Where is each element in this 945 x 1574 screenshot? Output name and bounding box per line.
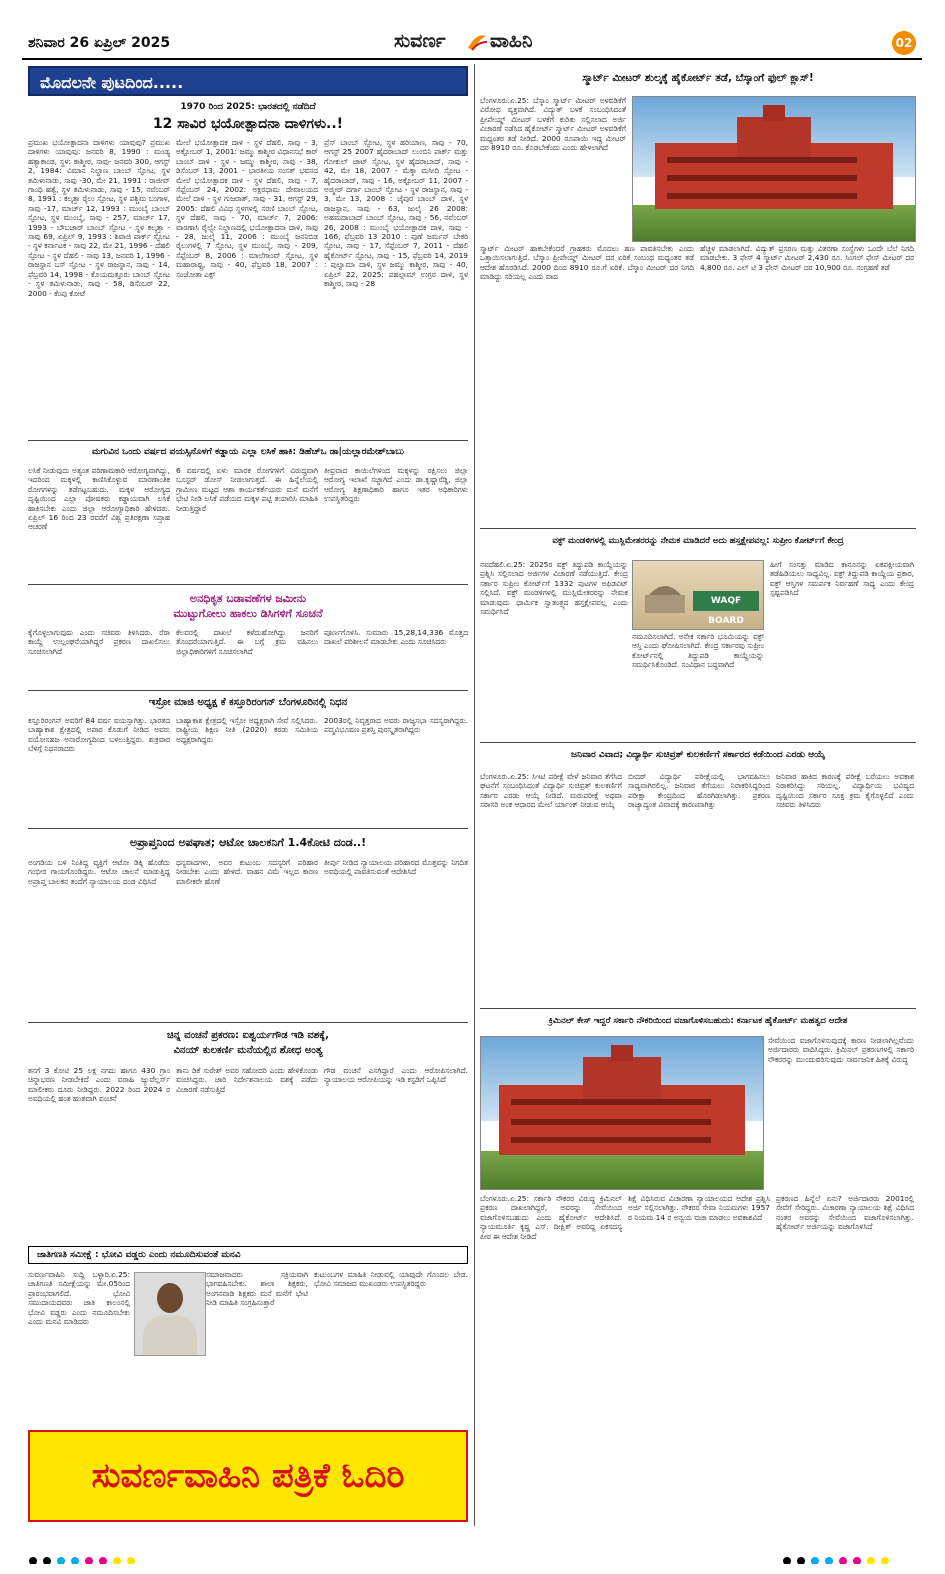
s1-col1: ಪ್ರಮುಖ ಭಯೋತ್ಪಾದನಾ ದಾಳಿಗಳು ಯಾವುವು? ಪ್ರಮುಖ ದಾಳಿಗಳು ಯಾವುವು: ಜನವರಿ 8, 1990 : ಮಂಡ್ಯ ಹತ್ಯಾಕಾಂಡ, ಸ್ಥಳ: ಕಾಶ್ಮೀರ, ಸಾವು- ಜನವರಿ 300, ಆಗಸ್ಟ್ 2, 1984: ವಿಮಾನ ನಿಲ್ದಾಣ ಬಾಂಬ್ ಸ್ಫೋಟ, ಸ್ಥಳ ತಮಿಳುನಾಡು, ಸಾವು -30, ಮೇ 21, 1991 : ರಾಜೀವ್ ಗಾಂಧಿ ಹತ್ಯೆ, ಸ್ಥಳ ತಮಿಳುನಾಡು, ಸಾವು - 15, ನವೆಂಬರ್ 8, 1991 : ಕಲ್ಕತ್ತಾ ರೈಲು ಸ್ಫೋಟ, ಸ್ಥಳ ಪಶ್ಚಿಮ ಬಂಗಾಳ, ಸಾವು -17, ಮಾರ್ಚ್ 12, 1993 : ಮುಂಬೈ ಬಾಂಬ್ ಸ್ಫೋಟ, ಸ್ಥಳ ಮುಂಬೈ, ಸಾವು - 257, ಮಾರ್ಚ್ 17, 1993 - ಬೌಬಜಾರ್ ಬಾಂಬ್ ಸ್ಫೋಟ - ಸ್ಥಳ ಕಲ್ಕತ್ತಾ - ಸಾವು 69, ಏಪ್ರಿಲ್ 9, 1993 : ಶಿವಾಜಿ ಪಾರ್ಕ್ ಸ್ಫೋಟ - ಸ್ಥಳ ಕರ್ನಾಟಕ - ಸಾವು 22, ಮೇ 21, 1996 - ದೆಹಲಿ ಸ್ಫೋಟ - ಸ್ಥಳ ದೆಹಲಿ - ಸಾವು 13, ಜನವರಿ 1, 1996 - ರಾಜಸ್ಥಾನ ಬಸ್ ಸ್ಫೋಟ - ಸ್ಥಳ ರಾಜಸ್ಥಾನ, ಸಾವು - 14, ಫೆಬ್ರವರಿ 14, 1998 - ಕೊಯಮತ್ತೂರು ಬಾಂಬ್ ಸ್ಫೋಟ - ಸ್ಥಳ ತಮಿಳುನಾಡು, ಸಾವು - 58, ಡಿಸೆಂಬರ್ 22, 2000 - ಕೆಂಪು ಕೋಟೆ	[28, 138, 170, 298]
s4-col1: ಕಸ್ತೂರಿರಂಗನ್ ಅವರಿಗೆ 84 ವರ್ಷ ವಯಸ್ಸಾಗಿತ್ತು. ಭಾರತದ ಬಾಹ್ಯಾಕಾಶ ಕ್ಷೇತ್ರದಲ್ಲಿ ಅಪಾರ ಕೊಡುಗೆ ನೀಡಿದ ಅವರು ವಯೋಸಹಜ ಅನಾರೋಗ್ಯದಿಂದ ಬಳಲುತ್ತಿದ್ದರು. ಶುಕ್ರವಾರ ಬೆಳಿಗ್ಗೆ ನಿಧನರಾದರು	[28, 716, 170, 754]
registration-dots-right	[780, 1550, 920, 1564]
r1-col1: ಬೆಂಗಳೂರು.ಏ.25: ಬೆಸ್ಕಾಂ ಸ್ಮಾರ್ಟ್ ಮೀಟರ್ ಅಳವಡಿಕೆಗೆ ವಿರೋಧ ವ್ಯಕ್ತವಾಗಿದೆ. ವಿದ್ಯುತ್ ಬಳಕೆ ಸಂಬಂಧಿಸಿದಂತೆ ಪ್ರೀಪೇಯ್ಡ್ ಮೀಟರ್ ಬಳಕೆಗೆ ಕುರಿತು ಸಲ್ಲಿಸಲಾದ ಅರ್ಜಿ ವಿಚಾರಣೆ ನಡೆಸಿದ ಹೈಕೋರ್ಟ್ ಸ್ಮಾರ್ಟ್ ಮೀಟರ್ ಅಳವಡಿಕೆಗೆ ಮಧ್ಯಂತರ ತಡೆ ನೀಡಿದೆ. 2000 ರೂಪಾಯಿ ಇದ್ದ ಮೀಟರ್ ದರ 8910 ರೂ. ಕೊಡಬೇಕೆಂದು ಎಂದು ಹೇಳಲಾಗಿದೆ	[480, 96, 626, 153]
supreme-court-dome-icon	[641, 575, 689, 615]
registration-dot	[71, 1557, 79, 1564]
s3-title-line2: ಮುಟ್ಟುಗೋಲು ಹಾಕಲು ಡಿಸಿಗಳಿಗೆ ಸೂಚನೆ	[173, 607, 323, 620]
registration-dot	[867, 1557, 875, 1564]
r2-col3: ಹೀಗೆ ಸಂಸತ್ತು ಮಾಡಿದ ಕಾನೂನನ್ನು ಏಕಪಕ್ಷೀಯವಾಗಿ ತಡೆಹಿಡಿಯಲು ಸಾಧ್ಯವಿಲ್ಲ. ವಕ್ಫ್ ತಿದ್ದುಪಡಿ ಕಾಯ್ದೆಯ ಪ್ರಕಾರ, ವಕ್ಫ್ ಆಸ್ತಿಗಳ ಸಮರ್ಪಕ ನಿರ್ವಹಣೆ ಸಾಧ್ಯ ಎಂದು ಕೇಂದ್ರ ಸ್ಪಷ್ಟಪಡಿಸಿದೆ	[770, 560, 914, 598]
portrait-photo	[134, 1272, 206, 1356]
page-number: 02	[892, 31, 916, 55]
r2-col2: ನಮೂದಿಸಲಾಗಿದೆ. ಅನೇಕ ಸರ್ಕಾರಿ ಭೂಮಿಯನ್ನು ವಕ್ಫ್ ಆಸ್ತಿ ಎಂದು ಘೋಷಿಸಲಾಗಿದೆ. ಕೇಂದ್ರ ಸರ್ಕಾರವು ಸುಪ್ರೀಂ ಕೋರ್ಟ್‌ನಲ್ಲಿ ತಿದ್ದುಪಡಿ ಕಾಯ್ದೆಯನ್ನು ಸಮರ್ಥಿಸಿಕೊಂಡಿದೆ. ಸಂವಿಧಾನ ಬದ್ಧವಾಗಿದೆ	[632, 632, 764, 670]
registration-dot	[85, 1557, 93, 1564]
s1-kicker: 1970 ರಿಂದ 2025: ಭಾರತದಲ್ಲಿ ನಡೆದಿದೆ	[180, 102, 316, 112]
rule	[28, 584, 468, 585]
registration-dot	[43, 1557, 51, 1564]
registration-dot	[29, 1557, 37, 1564]
s7-col2: ಸಮಾಜವಾದರು ಸಕ್ರಿಯವಾಗಿ ಭಾಗವಹಿಸಬೇಕು. ಶಾಲಾ ಶಿಕ್ಷಕರು, ಅಂಗನವಾಡಿ ಶಿಕ್ಷಕರು ಮನೆ ಮನೆಗೆ ಭೇಟಿ ನೀಡಿ ಮಾಹಿತಿ ಸಂಗ್ರಹಿಸುತ್ತಾರೆ	[206, 1270, 308, 1308]
s2-col1: ಲಸಿಕೆ ನೀಡುವುದು ಅತ್ಯಂತ ಪರಿಣಾಮಕಾರಿ ಆರೋಗ್ಯವಾಗಿದ್ದು, ಇದರಿಂದ ಮಕ್ಕಳಲ್ಲಿ ಕಾಣಿಸಿಕೊಳ್ಳುವ ಮಾರಣಾಂತಿಕ ರೋಗಗಳನ್ನು ತಡೆಗಟ್ಟಬಹುದು. ಮಕ್ಕಳ ಆರೋಗ್ಯದ ದೃಷ್ಟಿಯಿಂದ ಎಲ್ಲಾ ಪೋಷಕರು ಕಡ್ಡಾಯವಾಗಿ ಲಸಿಕೆ ಹಾಕಿಸಬೇಕು ಎಂದು ಜಿಲ್ಲಾ ಆರೋಗ್ಯಾಧಿಕಾರಿ ಹೇಳಿದರು. ಏಪ್ರಿಲ್ 16 ರಿಂದ 23 ರವರೆಗೆ ವಿಶ್ವ ಪ್ರತಿರಕ್ಷಣಾ ಸಪ್ತಾಹ ಆಚರಣೆ	[28, 466, 170, 532]
s2-title: ಮಗುವಿನ ಒಂದು ವರ್ಷದ ವಯಸ್ಸಿನೊಳಗೆ ಕಡ್ಡಾಯ ಎಲ್ಲಾ ಲಸಿಕೆ ಹಾಕಿ: ಡಿಹೆಚ್ಒ ಡಾ|ಯಲ್ಲಾರಮೇಶ್‌ಬಾಬು	[91, 447, 405, 457]
s4-col2: ಬಾಹ್ಯಾಕಾಶ ಕ್ಷೇತ್ರದಲ್ಲಿ ಇಸ್ರೋ ಅಧ್ಯಕ್ಷರಾಗಿ ಸೇವೆ ಸಲ್ಲಿಸಿದರು. ರಾಷ್ಟ್ರೀಯ ಶಿಕ್ಷಣ ನೀತಿ (2020) ಕರಡು ಸಮಿತಿಯ ಅಧ್ಯಕ್ಷರಾಗಿದ್ದರು	[176, 716, 318, 744]
s6-title-line1: ಚಿನ್ನ ವಂಚನೆ ಪ್ರಕರಣ: ಐಶ್ವರ್ಯಗೌಡ ಇಡಿ ವಶಕ್ಕೆ,	[167, 1030, 329, 1041]
s3-col1: ಕೈಗೊಳ್ಳಲಾಗುವುದು ಎಂದು ಸಚಿವರು ತಿಳಿಸಿದರು. ರೆರಾ ಕಾಯ್ದೆ ಉಲ್ಲಂಘನೆಯಾಗಿದ್ದರೆ ಪ್ರಕರಣ ದಾಖಲಿಸಲು ಸೂಚಿಸಲಾಗಿದೆ	[28, 628, 170, 656]
masthead-right: ವಾಹಿನಿ	[490, 30, 533, 52]
rule	[480, 528, 916, 529]
registration-dots-left	[26, 1550, 166, 1564]
section-banner: ಮೊದಲನೇ ಪುಟದಿಂದ.....	[28, 66, 468, 96]
rule	[28, 440, 468, 441]
s6-col2: ತಾನು ಡಿಕೆ ಸುರೇಶ್ ಅವರ ಸಹೋದರಿ ಎಂದು ಹೇಳಿಕೊಂಡು ವಂಚಿಸಿದ್ದರು. ಜಾರಿ ನಿರ್ದೇಶನಾಲಯ ವಶಕ್ಕೆ ಪಡೆದು ವಿಚಾರಣೆ ನಡೆಸುತ್ತಿದೆ	[176, 1066, 318, 1094]
s6-col3: ಗೌಡ ವಂಚನೆ ಎಸಗಿದ್ದಾರೆ ಎಂದು ಆರೋಪಿಸಲಾಗಿದೆ. ನ್ಯಾಯಾಲಯ ಆರೋಪಿಯನ್ನು ಇಡಿ ಕಸ್ಟಡಿಗೆ ಒಪ್ಪಿಸಿದೆ	[324, 1066, 468, 1085]
center-column-rule	[474, 64, 475, 1526]
r2-col1: ನವದೆಹಲಿ.ಏ.25: 2025ರ ವಕ್ಫ್ ತಿದ್ದುಪಡಿ ಕಾಯ್ದೆಯನ್ನು ಪ್ರಶ್ನಿಸಿ ಸಲ್ಲಿಸಲಾದ ಅರ್ಜಿಗಳ ವಿಚಾರಣೆ ನಡೆಯುತ್ತಿದೆ. ಕೇಂದ್ರ ಸರ್ಕಾರ ಸುಪ್ರೀಂ ಕೋರ್ಟ್‌ಗೆ 1332 ಪುಟಗಳ ಅಫಿಡವಿಟ್ ಸಲ್ಲಿಸಿದೆ. ವಕ್ಫ್ ಮಂಡಳಿಗಳಲ್ಲಿ ಮುಸ್ಲಿಮೇತರರನ್ನು ನೇಮಕ ಮಾಡುವುದು ಧಾರ್ಮಿಕ ಸ್ವಾತಂತ್ರ್ಯದ ಹಸ್ತಕ್ಷೇಪವಲ್ಲ ಎಂದು ಸಮರ್ಥಿಸಿದೆ	[480, 560, 628, 617]
s4-title: ಇಸ್ರೋ ಮಾಜಿ ಅಧ್ಯಕ್ಷ ಕೆ ಕಸ್ತೂರಿರಂಗನ್ ಬೆಂಗಳೂರಿನಲ್ಲಿ ನಿಧನ	[148, 697, 348, 708]
s6-col1: ತನಗೆ 3 ಕೋಟಿ 25 ಲಕ್ಷ ನಗದು ಹಾಗೂ 430 ಗ್ರಾಂ ಚಿನ್ನಾಭರಣ ನೀಡಬೇಕಿದೆ ಎಂದು ವರಾಹಿ ಜ್ಯುವೆಲ್ಲರ್ಸ್ ಮಾಲೀಕರು ದೂರು ನೀಡಿದ್ದರು. 2022 ರಿಂದ 2024 ರ ಅವಧಿಯಲ್ಲಿ ಹಂತ ಹಂತವಾಗಿ ವಂಚನೆ	[28, 1066, 170, 1104]
s3-col3: ಪೂರ್ಣಗೊಳಿಸಿ. ಸುಮಾರು 15,28,14,336 ಮೊತ್ತದ ದಾಖಲೆ ಪರಿಶೀಲನೆ ಮಾಡಬೇಕು ಎಂದು ಸೂಚಿಸಿದರು	[324, 628, 468, 647]
waqf-board-sign: WAQF BOARD	[693, 591, 759, 611]
s5-col2: ಧನ್ಯವಾದಗಳು, ಅವರ ಕುಟುಂಬ ಸದಸ್ಯರಿಗೆ ಪರಿಹಾರ ನೀಡಬೇಕು ಎಂದು ಹೇಳಿದೆ. ವಾಹನ ವಿಮೆ ಇಲ್ಲದ ಕಾರಣ ಮಾಲೀಕರೇ ಹೊಣೆ	[176, 858, 318, 886]
registration-dot	[113, 1557, 121, 1564]
r3-col1: ಬೆಂಗಳೂರು.ಏ.25: ಸಿಇಟಿ ಪರೀಕ್ಷೆ ವೇಳೆ ಜನಿವಾರ ತೆಗೆಸಿದ ಘಟನೆಗೆ ಸಂಬಂಧಿಸಿದಂತೆ ವಿದ್ಯಾರ್ಥಿ ಸುಚಿವ್ರತ್ ಕುಲಕರ್ಣಿಗೆ ಸರ್ಕಾರ ಎರಡು ಆಯ್ಕೆ ನೀಡಿದೆ. ಮರುಪರೀಕ್ಷೆ ಅಥವಾ ಸರಾಸರಿ ಅಂಕ ಆಧಾರದ ಮೇಲೆ ರ್ಯಾಂಕ್ ನೀಡುವ ಆಯ್ಕೆ	[480, 772, 622, 810]
r1-title: ಸ್ಮಾರ್ಟ್ ಮೀಟರ್ ಶುಲ್ಕಕ್ಕೆ ಹೈಕೋರ್ಟ್ ತಡೆ, ಬೆಸ್ಕಾಂಗೆ ಫುಲ್ ಕ್ಲಾಸ್!	[582, 72, 814, 84]
header-rule	[22, 58, 922, 60]
s3-title-line1: ಅನಧಿಕೃತ ಬಡಾವಣೆಗಳ ಜಮೀನು	[189, 592, 307, 605]
r4-col1: ಬೆಂಗಳೂರು.ಏ.25: ಸರ್ಕಾರಿ ನೌಕರರ ವಿರುದ್ಧ ಕ್ರಿಮಿನಲ್ ಪ್ರಕರಣ ದಾಖಲಾಗಿದ್ದರೆ, ಅವರನ್ನು ಸೇವೆಯಿಂದ ವಜಾಗೊಳಿಸಬಹುದು ಎಂದು ಹೈಕೋರ್ಟ್ ಆದೇಶಿಸಿದೆ. ನ್ಯಾಯಮೂರ್ತಿ ಕೃಷ್ಣ ಎಸ್. ದೀಕ್ಷಿತ್ ಅವರಿದ್ದ ಏಕಸದಸ್ಯ ಪೀಠ ಈ ಆದೇಶ ನೀಡಿದೆ	[480, 1194, 622, 1241]
s7-col1: ಸುವರ್ಣವಾಹಿನಿ ಸುದ್ದಿ ಬಳ್ಳಾರಿ.ಏ.25: ಜಾತಿಗಣತಿ ಸಮೀಕ್ಷೆಯನ್ನು ಮೇ.05ರಿಂದ ಪ್ರಾರಂಭವಾಗಲಿದೆ. ಭೋವಿ ಸಮುದಾಯದವರು ಜಾತಿ ಕಾಲಂನಲ್ಲಿ ಭೋವಿ ವಡ್ಡರು ಎಂದು ನಮೂದಿಸಬೇಕು ಎಂದು ಮನವಿ ಮಾಡಿದರು	[28, 1270, 130, 1327]
rule	[28, 828, 468, 829]
registration-dot	[839, 1557, 847, 1564]
rule	[480, 1008, 916, 1009]
s6-title-line2: ವಿನಯ್ ಕುಲಕರ್ಣಿ ಮನೆಯಲ್ಲಿನ ಶೋಧ ಅಂತ್ಯ	[173, 1045, 323, 1056]
registration-dot	[127, 1557, 135, 1564]
r4-col-right: ಸೇವೆಯಿಂದ ವಜಾಗೊಳಿಸುವುದಕ್ಕೆ ಕಾರಣ ನೀಡಲಾಗಿಲ್ಲವೆಂದು ಅರ್ಜಿದಾರರು ವಾದಿಸಿದ್ದರು. ಕ್ರಿಮಿನಲ್ ಪ್ರಕರಣಗಳಲ್ಲಿ ಸರ್ಕಾರಿ ನೌಕರರನ್ನು ಮುಂದುವರಿಸುವುದು ಸಾರ್ವಜನಿಕ ಹಿತಕ್ಕೆ ವಿರುದ್ಧ	[768, 1036, 914, 1064]
s1-title: 12 ಸಾವಿರ ಭಯೋತ್ಪಾದನಾ ದಾಳಿಗಳು..!	[152, 116, 344, 132]
masthead-logo-icon	[466, 32, 488, 52]
promo-advertisement: ಸುವರ್ಣವಾಹಿನಿ ಪತ್ರಿಕೆ ಓದಿರಿ	[28, 1430, 468, 1522]
registration-dot	[825, 1557, 833, 1564]
s4-col3: 2003ರಲ್ಲಿ ನಿವೃತ್ತರಾದ ಅವರು ರಾಜ್ಯಸಭಾ ಸದಸ್ಯರಾಗಿದ್ದರು. ಪದ್ಮವಿಭೂಷಣ ಪ್ರಶಸ್ತಿ ಪುರಸ್ಕೃತರಾಗಿದ್ದರು	[324, 716, 468, 735]
s5-col3: ತೀರ್ಪು ನೀಡಿದ ನ್ಯಾಯಾಲಯ ಪರಿಹಾರದ ಮೊತ್ತವನ್ನು ನಿಗದಿತ ಅವಧಿಯಲ್ಲಿ ಪಾವತಿಸುವಂತೆ ಆದೇಶಿಸಿದೆ	[324, 858, 468, 877]
r2-title: ವಕ್ಫ್ ಮಂಡಳಿಗಳಲ್ಲಿ ಮುಸ್ಲಿಮೇತರರನ್ನು ನೇಮಕ ಮಾಡಿದರೆ ಅದು ಹಸ್ತಕ್ಷೇಪವಲ್ಲ: ಸುಪ್ರೀಂ ಕೋರ್ಟ್‌ಗೆ ಕೇಂದ್ರ	[552, 536, 844, 546]
high-court-photo-2	[480, 1036, 764, 1190]
s1-col2: ಮೇಲೆ ಭಯೋತ್ಪಾದಕ ದಾಳಿ - ಸ್ಥಳ ದೆಹಲಿ, ಸಾವು - 3, ಅಕ್ಟೋಬರ್ 1, 2001: ಜಮ್ಮು ಕಾಶ್ಮೀರ ವಿಧಾನಸಭೆ ಕಾರ್ ಬಾಂಬ್ ದಾಳಿ - ಸ್ಥಳ - ಜಮ್ಮು ಕಾಶ್ಮೀರ, ಸಾವು - 38, ಡಿಸೆಂಬರ್ 13, 2001 - ಭಾರತೀಯ ಸಂಸತ್ ಭವನದ ಮೇಲೆ ಭಯೋತ್ಪಾದಕ ದಾಳಿ - ಸ್ಥಳ ದೆಹಲಿ, ಸಾವು - 7, ಸೆಪ್ಟೆಂಬರ್ 24, 2002: ಅಕ್ಷರಧಾಮ ದೇವಾಲಯದ ಮೇಲೆ ದಾಳಿ - ಸ್ಥಳ ಗುಜರಾತ್, ಸಾವು - 31, ಆಗಸ್ಟ್ 29, 2005: ದೆಹಲಿ ವಿವಿಧ ಸ್ಥಳಗಳಲ್ಲಿ ಸರಣಿ ಬಾಂಬ್ ಸ್ಫೋಟ, ಸ್ಥಳ ದೆಹಲಿ, ಸಾವು - 70, ಮಾರ್ಚ್ 7, 2006: ವಾರಣಾಸಿ ರೈಲ್ವೇ ನಿಲ್ದಾಣದಲ್ಲಿ ಭಯೋತ್ಪಾದನಾ ದಾಳಿ, ಸಾವು - 28, ಜುಲೈ 11, 2006 : ಮುಂಬೈ ಜನನಿಬಿಡ ರೈಲುಗಳಲ್ಲಿ 7 ಸ್ಫೋಟ, ಸ್ಥಳ ಮುಂಬೈ, ಸಾವು - 209, ಸೆಪ್ಟೆಂಬರ್ 8, 2006 : ಮಾಲೆಗಾಂವ್ ಸ್ಫೋಟ, ಸ್ಥಳ ಮಹಾರಾಷ್ಟ್ರ, ಸಾವು - 40, ಫೆಬ್ರವರಿ 18, 2007 : ಸಂಜೋತಾ ಎಕ್ಸ್	[176, 138, 318, 279]
r3-col3: ಜನಿವಾರ ಹಾಕಿದ ಕಾರಣಕ್ಕೆ ಪರೀಕ್ಷೆ ಬರೆಯಲು ಅವಕಾಶ ನಿರಾಕರಿಸಿದ್ದು ಸರಿಯಲ್ಲ. ವಿದ್ಯಾರ್ಥಿಯ ಭವಿಷ್ಯದ ದೃಷ್ಟಿಯಿಂದ ಸರ್ಕಾರ ಸೂಕ್ತ ಕ್ರಮ ಕೈಗೊಳ್ಳಲಿದೆ ಎಂದು ಸಚಿವರು ತಿಳಿಸಿದರು	[776, 772, 914, 810]
registration-dot	[853, 1557, 861, 1564]
r1-col2: ಸ್ಮಾರ್ಟ್ ಮೀಟರ್ ಹಾಕಬೇಕೆಂದರೆ ಗ್ರಾಹಕರು ಮೊದಲು ಹಣ ಪಾವತಿಸಬೇಕು ಎಂದು ಒತ್ತಾಯಿಸಲಾಗುತ್ತಿದೆ. ಬೆಸ್ಕಾಂ ಪ್ರೀಪೇಯ್ಡ್ ಮೀಟರ್ ದರ ಏರಿಕೆ ಸಂಬಂಧ ಮಧ್ಯಂತರ ತಡೆ ಆದೇಶ ಹೊರಡಿಸಿದೆ. 2000 ದಿಂದ 8910 ರೂ.ಗೆ ಏರಿಕೆ. ಬೆಸ್ಕಾಂ ಮೀಟರ್ ದರ ನಿಗದಿ ಮಾಡಿದ್ದು ಸರಿಯಲ್ಲ ಎಂದು ವಾದ	[480, 244, 694, 282]
registration-dot	[811, 1557, 819, 1564]
registration-dot	[57, 1557, 65, 1564]
high-court-photo	[632, 96, 916, 242]
s3-col2: ಕೆಲವರಲ್ಲಿ ದಾಖಲೆ ಕಳೆದುಹೋಗಿದ್ದು ಜನರಿಗೆ ತೊಂದರೆಯಾಗುತ್ತಿದೆ. ಈ ಬಗ್ಗೆ ಕ್ರಮ ವಹಿಸಲು ಜಿಲ್ಲಾಧಿಕಾರಿಗಳಿಗೆ ಸೂಚಿಸಲಾಗಿದೆ	[176, 628, 318, 656]
r1-col3: ಹೆಚ್ಚಳ ಮಾಡಲಾಗಿದೆ. ವಿದ್ಯುತ್ ಪ್ರಸರಣ ಮತ್ತು ವಿತರಣಾ ಸಂಸ್ಥೆಗಳು ಒಂದೇ ಬೆಲೆ ನಿಗದಿ ಮಾಡಬೇಕು. 3 ಫೇಸ್ 4 ಸ್ಮಾರ್ಟ್ ಮೀಟರ್ 2,430 ರೂ. ಸಿಂಗಲ್ ಫೇಸ್ ಮೀಟರ್ ದರ 4,800 ರೂ. ಎಲ್ ಟಿ 3 ಫೇಸ್ ಮೀಟರ್ ದರ 10,900 ರೂ. ಸಂಗ್ರಹಣೆ ತಡೆ	[700, 244, 914, 272]
rule	[28, 690, 468, 691]
r4-col2: ಶಿಕ್ಷೆ ವಿಧಿಸಿರುವ ವಿಚಾರಣಾ ನ್ಯಾಯಾಲಯದ ಆದೇಶ ಪ್ರಶ್ನಿಸಿ ಅರ್ಜಿ ಸಲ್ಲಿಸಲಾಗಿತ್ತು. ನೌಕರರ ಸೇವಾ ನಿಯಮಗಳು 1957 ರ ನಿಯಮ 14 ರ ಅನ್ವಯ ವಜಾ ಮಾಡಲು ಅವಕಾಶವಿದೆ	[628, 1194, 770, 1222]
r3-title: ಜನಿವಾರ ವಿವಾದ; ವಿದ್ಯಾರ್ಥಿ ಸುಚಿವ್ರತ್ ಕುಲಕರ್ಣಿಗೆ ಸರ್ಕಾರದ ಕಡೆಯಿಂದ ಎರಡು ಆಯ್ಕೆ	[571, 750, 825, 760]
masthead	[394, 28, 594, 56]
s2-col3: ತೀವ್ರವಾದ ಕಾಯಿಲೆಗಳಿಂದ ಮಕ್ಕಳನ್ನು ರಕ್ಷಿಸಲು ಜಿಲ್ಲಾ ಆರೋಗ್ಯ ಇಲಾಖೆ ಸಜ್ಜಾಗಿದೆ ಎಂದು ಡಾ.ಕೃಷ್ಣಾರೆಡ್ಡಿ, ಜಿಲ್ಲಾ ಆರೋಗ್ಯ ಶಿಕ್ಷಣಾಧಿಕಾರಿ ಹಾಗೂ ಇತರ ಅಧಿಕಾರಿಗಳು ಉಪಸ್ಥಿತರಿದ್ದರು	[324, 466, 468, 504]
s5-title: ಅಪ್ರಾಪ್ತನಿಂದ ಅಪಘಾತ; ಆಟೋ ಚಾಲಕನಿಗೆ 1.4ಕೋಟಿ ದಂಡ..!	[129, 836, 367, 849]
r4-title: ಕ್ರಿಮಿನಲ್ ಕೇಸ್ ಇದ್ದರೆ ಸರ್ಕಾರಿ ನೌಕರಿಯಿಂದ ವಜಾಗೊಳಿಸಬಹುದು: ಕರ್ನಾಟಕ ಹೈಕೋರ್ಟ್ ಮಹತ್ವದ ಆದೇಶ	[548, 1016, 848, 1026]
registration-dot	[881, 1557, 889, 1564]
waqf-board-photo	[632, 560, 764, 630]
r4-col3: ಪ್ರಕರಣದ ಹಿನ್ನೆಲೆ ಏನು? ಅರ್ಜಿದಾರರು 2001ರಲ್ಲಿ ಸೇವೆಗೆ ಸೇರಿದ್ದರು. ವಿಚಾರಣಾ ನ್ಯಾಯಾಲಯ ಶಿಕ್ಷೆ ವಿಧಿಸಿದ ನಂತರ ಅವರನ್ನು ಸೇವೆಯಿಂದ ವಜಾಗೊಳಿಸಲಾಗಿತ್ತು. ಹೈಕೋರ್ಟ್ ಅರ್ಜಿಯನ್ನು ವಜಾಗೊಳಿಸಿದೆ	[776, 1194, 914, 1232]
s7-banner: ಜಾತಿಗಣತಿ ಸಮೀಕ್ಷೆ : ಭೋವಿ ವಡ್ಡರು ಎಂದು ನಮೂದಿಸುವಂತೆ ಮನವಿ	[28, 1246, 468, 1264]
issue-date: ಶನಿವಾರ 26 ಏಪ್ರಿಲ್ 2025	[28, 35, 171, 51]
registration-dot	[99, 1557, 107, 1564]
s1-col3: ಪ್ರೆಸ್ ಬಾಂಬ್ ಸ್ಫೋಟ, ಸ್ಥಳ ಹರಿಯಾಣ, ಸಾವು - 70, ಆಗಸ್ಟ್ 25 2007 ಹೈದರಾಬಾದ್ ಲುಂಬಿನಿ ಪಾರ್ಕ್ ಮತ್ತು ಗೋಕುಲ್ ಚಾಟ್ ಸ್ಫೋಟ, ಸ್ಥಳ ಹೈದರಾಬಾದ್, ಸಾವು - 42, ಮೇ 18, 2007 - ಮೆಕ್ಕಾ ಮಸೀದಿ ಸ್ಫೋಟ - ಹೈದರಾಬಾದ್, ಸಾವು - 16, ಅಕ್ಟೋಬರ್ 11, 2007 - ಅಜ್ಮೀರ್ ದರ್ಗಾ ಬಾಂಬ್ ಸ್ಫೋಟ - ಸ್ಥಳ ರಾಜಸ್ಥಾನ, ಸಾವು - 3, ಮೇ 13, 2008 : ಜೈಪುರ ಬಾಂಬ್ ದಾಳಿ, ಸ್ಥಳ ರಾಜಸ್ಥಾನ, ಸಾವು - 63, ಜುಲೈ 26 2008: ಅಹಮದಾಬಾದ್ ಬಾಂಬ್ ಸ್ಫೋಟ, ಸಾವು - 56, ನವೆಂಬರ್ 26, 2008 : ಮುಂಬೈ ಭಯೋತ್ಪಾದಕ ದಾಳಿ, ಸಾವು - 166, ಫೆಬ್ರವರಿ 13 2010 : ಪುಣೆ ಜರ್ಮನ್ ಬೇಕರಿ ಸ್ಫೋಟ, ಸಾವು - 17, ಸೆಪ್ಟೆಂಬರ್ 7, 2011 - ದೆಹಲಿ ಹೈಕೋರ್ಟ್ ಸ್ಫೋಟ, ಸಾವು - 15, ಫೆಬ್ರವರಿ 14, 2019 : ಪುಲ್ವಾಮಾ ದಾಳಿ, ಸ್ಥಳ ಜಮ್ಮು ಕಾಶ್ಮೀರ, ಸಾವು - 40, ಏಪ್ರಿಲ್ 22, 2025: ಪಹಲ್ಗಾಮ್ ಉಗ್ರರ ದಾಳಿ, ಸ್ಥಳ ಕಾಶ್ಮೀರ, ಸಾವು - 28	[324, 138, 468, 289]
registration-dot	[783, 1557, 791, 1564]
s2-col2: 6 ವರ್ಷದಲ್ಲಿ ಏಳು ಮಾರಕ ರೋಗಗಳಿಗೆ ವಿರುದ್ಧವಾಗಿ ಬೂಸ್ಟರ್ ಡೋಸ್ ನೀಡಲಾಗುತ್ತದೆ. ಈ ಹಿನ್ನೆಲೆಯಲ್ಲಿ ಗ್ರಾಮೀಣ ಮಟ್ಟದ ಆಶಾ ಕಾರ್ಯಕರ್ತೆಯರು ಮನೆ ಮನೆಗೆ ಭೇಟಿ ನೀಡಿ ಲಸಿಕೆ ಪಡೆಯದ ಮಕ್ಕಳ ಪಟ್ಟಿ ತಯಾರಿಸಿ ಮಾಹಿತಿ ನೀಡುತ್ತಿದ್ದಾರೆ	[176, 466, 318, 513]
rule	[28, 1022, 468, 1023]
person-head-icon	[157, 1283, 183, 1313]
rule	[480, 742, 916, 743]
s7-col3: ಕುಟುಂಬಗಳ ಮಾಹಿತಿ ನೀಡುವಲ್ಲಿ ಯಾವುದೇ ಗೊಂದಲ ಬೇಡ. ಭೋವಿ ಸಮಾಜದ ಮುಖಂಡರು ಉಪಸ್ಥಿತರಿದ್ದರು	[314, 1270, 468, 1289]
masthead-left: ಸುವರ್ಣ	[394, 30, 446, 52]
registration-dot	[797, 1557, 805, 1564]
s5-col1: ಅಂಗಡಿಯ ಬಳಿ ನಿಂತಿದ್ದ ವ್ಯಕ್ತಿಗೆ ಆಟೋ ಡಿಕ್ಕಿ ಹೊಡೆದು ಗಂಭೀರ ಗಾಯಗೊಂಡಿದ್ದರು. ಆಟೋ ಚಾಲನೆ ಮಾಡುತ್ತಿದ್ದ ಅಪ್ರಾಪ್ತ ಬಾಲಕನ ತಂದೆಗೆ ನ್ಯಾಯಾಲಯ ದಂಡ ವಿಧಿಸಿದೆ	[28, 858, 170, 886]
r3-col2: ಬೀದರ್ ವಿದ್ಯಾರ್ಥಿ ಪರೀಕ್ಷೆಯಲ್ಲಿ ಭಾಗವಹಿಸಲು ಸಾಧ್ಯವಾಗಿರಲಿಲ್ಲ. ಜನಿವಾರ ತೆಗೆಯಲು ನಿರಾಕರಿಸಿದ್ದರಿಂದ ಪರೀಕ್ಷಾ ಕೇಂದ್ರದಿಂದ ಹೊರಗಿಡಲಾಗಿತ್ತು. ಪ್ರಕರಣ ರಾಜ್ಯಾದ್ಯಂತ ವಿವಾದಕ್ಕೆ ಕಾರಣವಾಗಿತ್ತು	[628, 772, 770, 810]
header-bar	[22, 28, 922, 58]
person-shirt-icon	[143, 1315, 197, 1355]
